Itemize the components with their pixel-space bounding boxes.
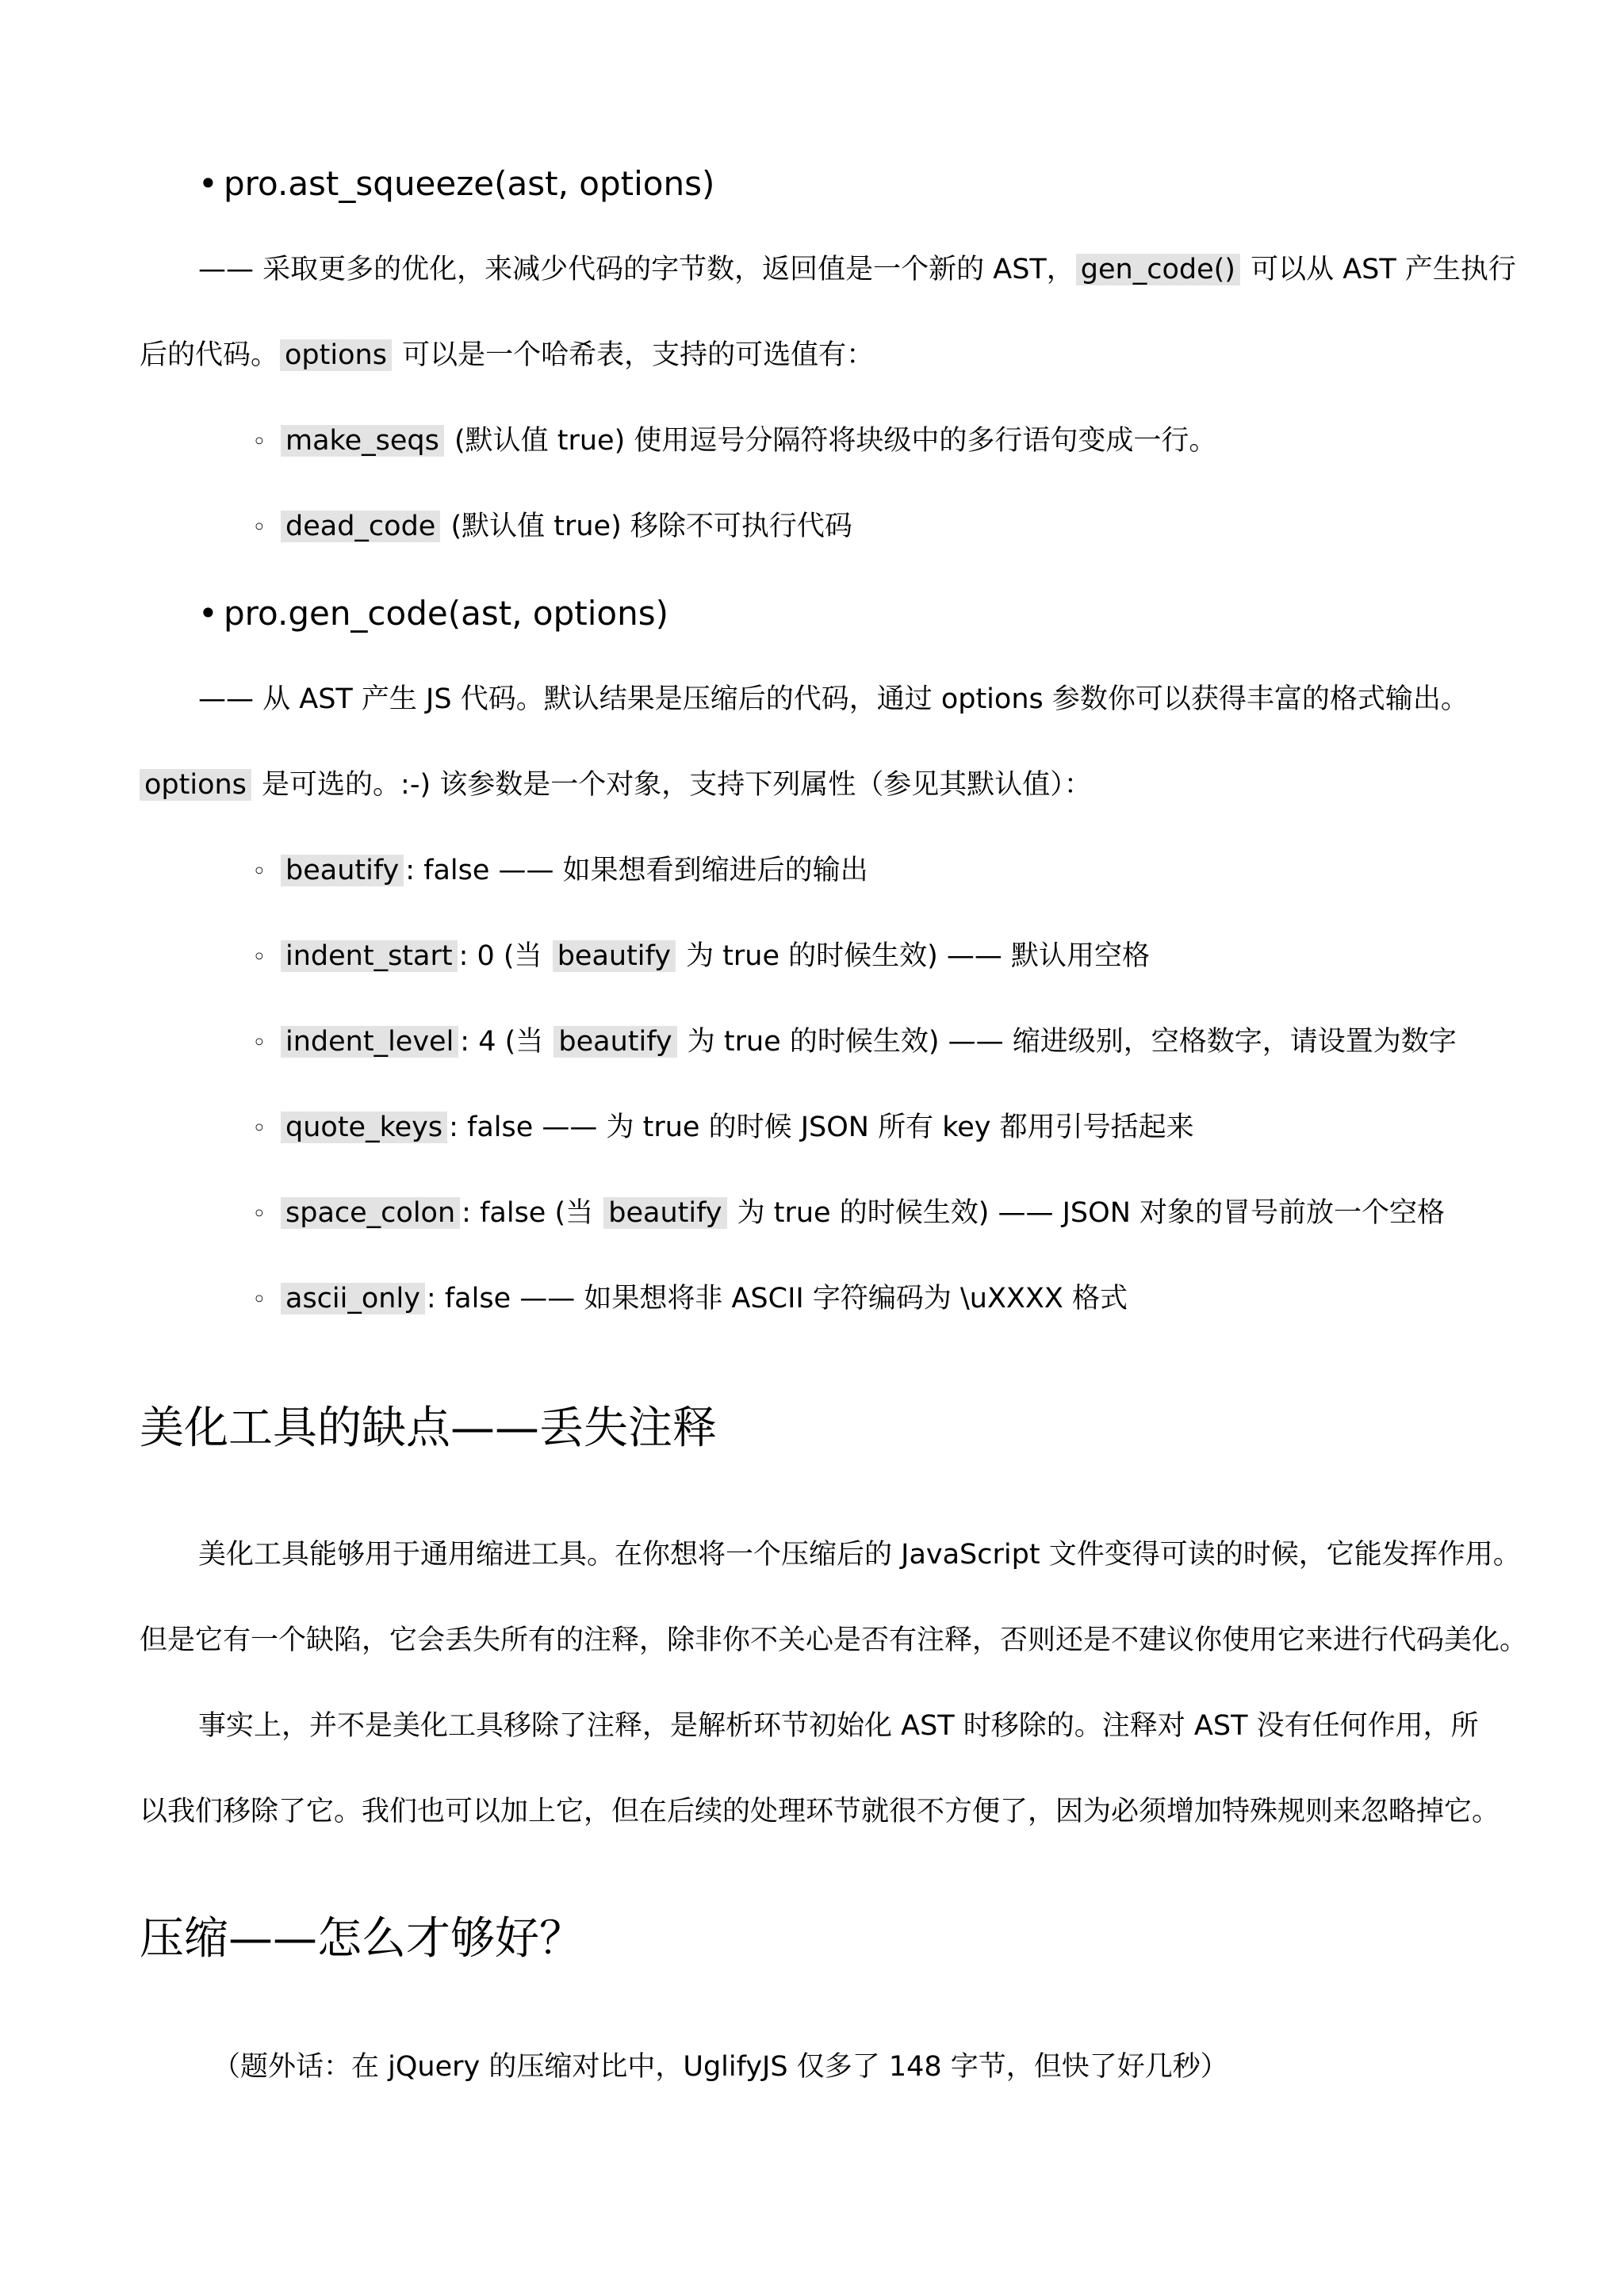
inline-code: gen_code() <box>1076 254 1240 285</box>
option-text: (默认值 true) 移除不可执行代码 <box>442 511 852 542</box>
inline-code: space_colon <box>281 1197 460 1229</box>
desc-text: —— 采取更多的优化，来减少代码的字节数，返回值是一个新的 AST， <box>198 254 1074 285</box>
inline-code: indent_level <box>281 1026 458 1058</box>
option-space-colon <box>252 1192 1445 1236</box>
option-text: : false (当 <box>462 1197 603 1229</box>
desc-gen-code-line1 <box>198 678 1469 721</box>
desc-gen-code-line2 <box>140 763 1092 806</box>
option-text: (默认值 true) 使用逗号分隔符将块级中的多行语句变成一行。 <box>445 425 1217 457</box>
aside-note: （题外话：在 jQuery 的压缩对比中，UglifyJS 仅多了 148 字节，但快了好几秒） <box>213 2051 1228 2083</box>
option-text: : 0 (当 <box>458 940 551 972</box>
sub-bullet: ◦ <box>252 1115 266 1142</box>
bullet-dot: • <box>198 164 218 203</box>
sub-bullet: ◦ <box>252 858 266 886</box>
option-text: 为 true 的时候生效) —— 缩进级别，空格数字，请设置为数字 <box>678 1026 1457 1058</box>
desc-text: 是可选的。:-) 该参数是一个对象，支持下列属性（参见其默认值）： <box>252 769 1092 801</box>
desc-ast-squeeze-line2 <box>140 334 874 377</box>
bullet-dot: • <box>198 594 218 633</box>
desc-text: 可以从 AST 产生执行 <box>1241 254 1516 285</box>
inline-code: quote_keys <box>281 1112 447 1143</box>
desc-ast-squeeze-line1 <box>198 248 1516 291</box>
sub-bullet: ◦ <box>252 428 266 456</box>
option-text: : false —— 为 true 的时候 JSON 所有 key 都用引号括起来 <box>449 1112 1194 1143</box>
sub-bullet: ◦ <box>252 1200 266 1228</box>
inline-code: options <box>280 339 392 371</box>
option-text: 为 true 的时候生效) —— 默认用空格 <box>676 940 1151 972</box>
heading-beautifier-drawback: 美化工具的缺点——丢失注释 <box>140 1402 717 1454</box>
option-text: 为 true 的时候生效) —— JSON 对象的冒号前放一个空格 <box>728 1197 1446 1229</box>
sub-bullet: ◦ <box>252 1029 266 1057</box>
option-indent-start <box>252 935 1150 979</box>
para2-line2: 以我们移除了它。我们也可以加上它，但在后续的处理环节就很不方便了，因为必须增加特殊规则来忽略掉它。 <box>140 1796 1500 1827</box>
desc-text: —— 从 AST 产生 JS 代码。默认结果是压缩后的代码，通过 options 参数你可以获得丰富的格式输出。 <box>198 683 1469 715</box>
heading-compression: 压缩——怎么才够好？ <box>140 1913 584 1965</box>
inline-code: beautify <box>281 855 404 886</box>
option-text: : 4 (当 <box>460 1026 553 1058</box>
option-text: : false —— 如果想看到缩进后的输出 <box>405 855 868 886</box>
para2-line1: 事实上，并不是美化工具移除了注释，是解析环节初始化 AST 时移除的。注释对 AST 没有任何作用，所 <box>198 1710 1479 1742</box>
inline-code: beautify <box>603 1197 726 1229</box>
inline-code: beautify <box>553 1026 676 1058</box>
desc-text: 可以是一个哈希表，支持的可选值有： <box>393 339 875 371</box>
bullet-ast-squeeze <box>198 160 714 208</box>
inline-code: options <box>140 769 251 801</box>
inline-code: indent_start <box>281 940 458 972</box>
sub-bullet: ◦ <box>252 514 266 541</box>
option-quote-keys <box>252 1106 1194 1150</box>
inline-code: make_seqs <box>281 425 444 457</box>
option-dead-code <box>252 505 852 549</box>
bullet-gen-code <box>198 590 668 637</box>
option-text: : false —— 如果想将非 ASCII 字符编码为 \uXXXX 格式 <box>426 1283 1128 1314</box>
sub-bullet: ◦ <box>252 1286 266 1314</box>
option-make-seqs <box>252 419 1216 464</box>
option-ascii-only <box>252 1277 1128 1322</box>
inline-code: beautify <box>553 940 676 972</box>
option-indent-level <box>252 1020 1457 1065</box>
inline-code: ascii_only <box>281 1283 425 1314</box>
para1-line1: 美化工具能够用于通用缩进工具。在你想将一个压缩后的 JavaScript 文件变得可读的时候，它能发挥作用。 <box>198 1539 1521 1571</box>
sub-bullet: ◦ <box>252 943 266 971</box>
bullet-title: pro.ast_squeeze(ast, options) <box>224 164 715 203</box>
option-beautify <box>252 849 868 894</box>
bullet-title: pro.gen_code(ast, options) <box>224 594 668 633</box>
para1-line2: 但是它有一个缺陷，它会丢失所有的注释，除非你不关心是否有注释，否则还是不建议你使用它来进行代码美化。 <box>140 1624 1528 1656</box>
inline-code: dead_code <box>281 511 440 542</box>
desc-text: 后的代码。 <box>140 339 279 371</box>
